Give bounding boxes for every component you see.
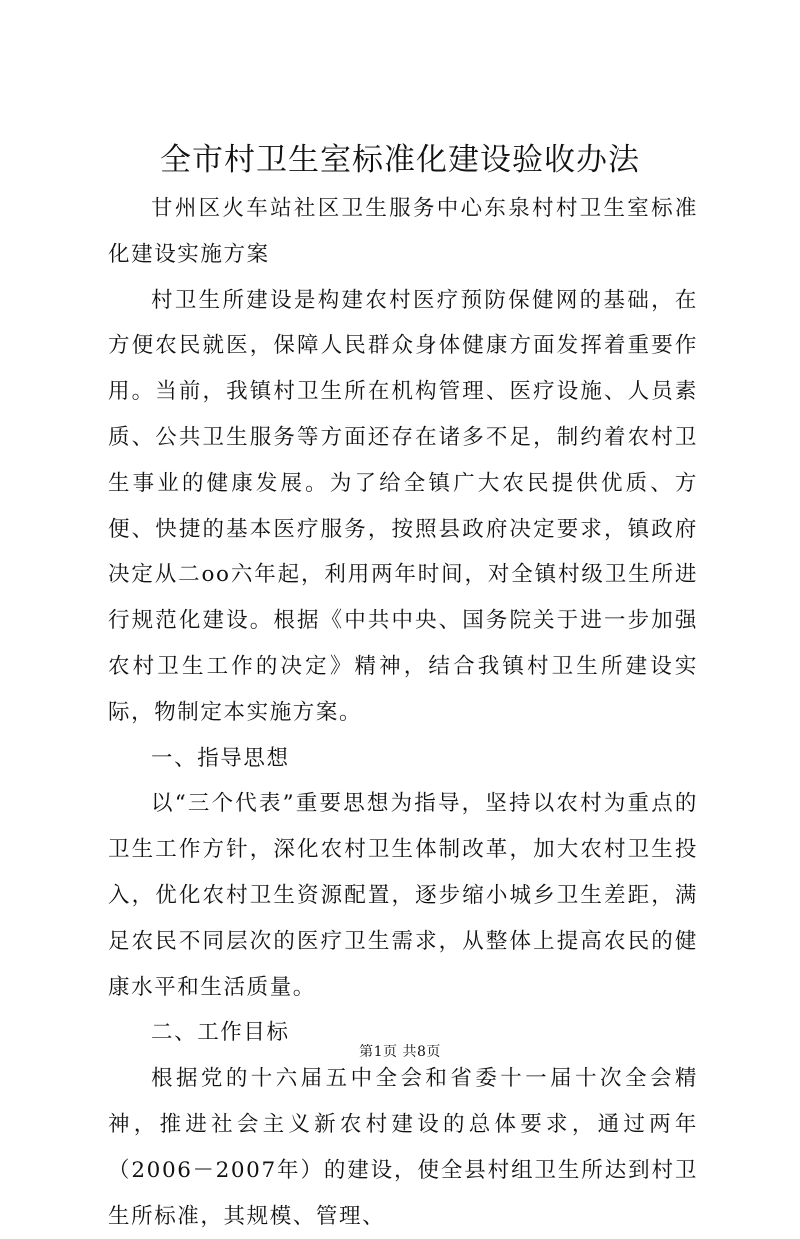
paragraph-intro: 村卫生所建设是构建农村医疗预防保健网的基础，在方便农民就医，保障人民群众身体健康方面发挥着重要作用。当前，我镇村卫生所在机构管理、医疗设施、人员素质、公共卫生服务等方面还存在诸多不足，制约着农村卫生事业的健康发展。为了给全镇广大农民提供优质、方便、快捷的基本医疗服务，按照县政府决定要求，镇政府决定从二oo六年起，利用两年时间，对全镇村级卫生所进行规范化建设。根据《中共中央、国务院关于进一步加强农村卫生工作的决定》精神，结合我镇村卫生所建设实际，物制定本实施方案。 xyxy=(108,287,698,725)
document-body xyxy=(108,186,698,1239)
paragraph-work-goals: 根据党的十六届五中全会和省委十一届十次全会精神，推进社会主义新农村建设的总体要求，通过两年（2006－2007年）的建设，使全县村组卫生所达到村卫生所标准，其规模、管理、 xyxy=(108,1066,698,1229)
page-footer: 第1页 共8页 xyxy=(359,1044,441,1060)
section-heading-work-goals: 二、工作目标 xyxy=(151,1020,290,1046)
paragraph-subtitle: 甘州区火车站社区卫生服务中心东泉村村卫生室标准化建设实施方案 xyxy=(108,196,698,267)
paragraph-guiding-ideology: 以“三个代表”重要思想为指导，坚持以农村为重点的卫生工作方针，深化农村卫生体制改革，加大农村卫生投入，优化农村卫生资源配置，逐步缩小城乡卫生差距，满足农民不同层次的医疗卫生需求，从整体上提高农民的健康水平和生活质量。 xyxy=(108,791,698,1000)
document-title: 全市村卫生室标准化建设验收办法 xyxy=(160,142,640,178)
section-heading-guiding-ideology: 一、指导思想 xyxy=(151,745,290,771)
